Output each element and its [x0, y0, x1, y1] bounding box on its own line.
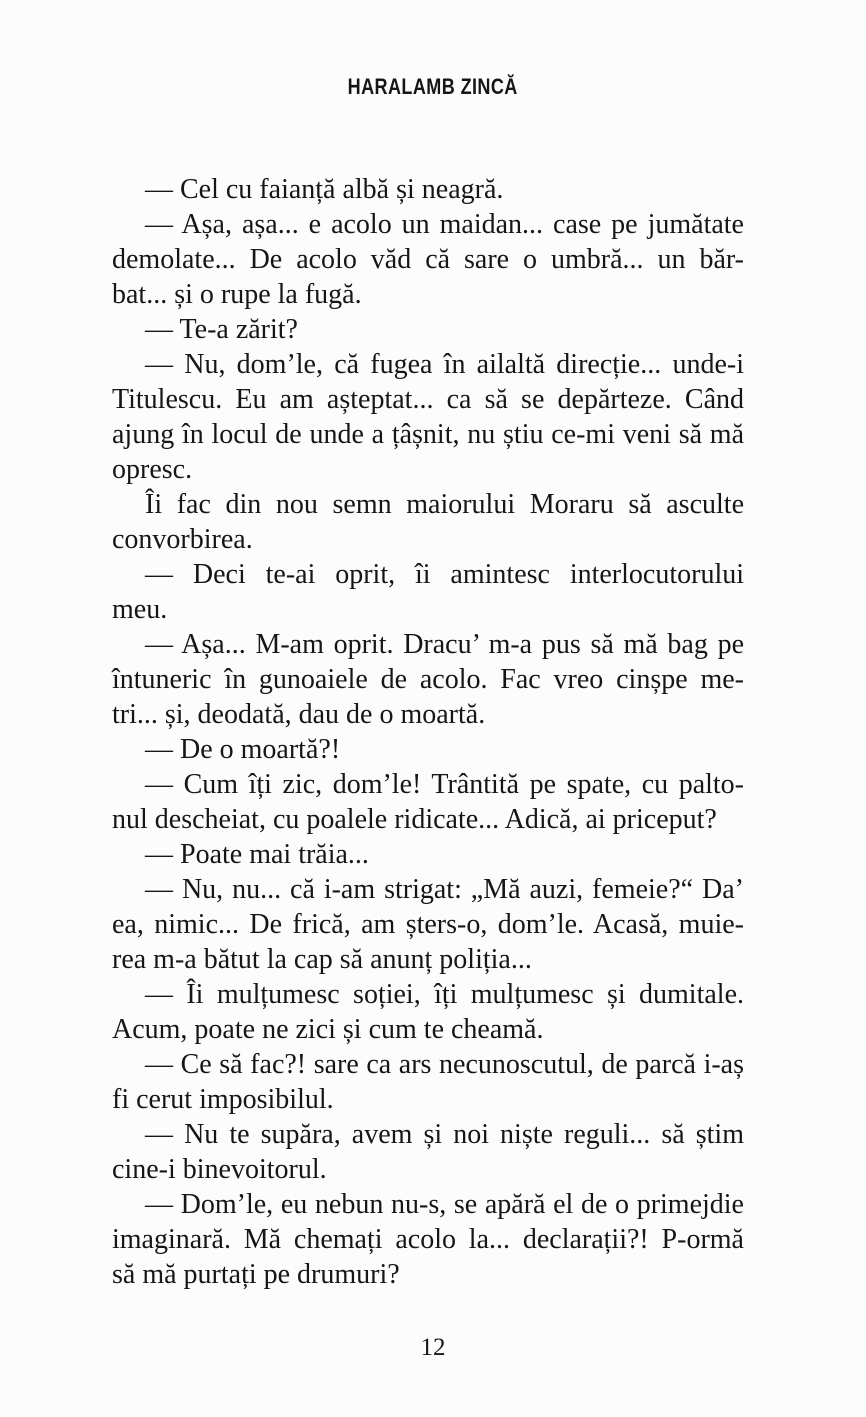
paragraph — [112, 1117, 744, 1187]
text-line: — Așa... M-am oprit. Dracu’ m-a pus să mă bag pe — [145, 629, 744, 660]
text-line: opresc. — [112, 454, 193, 485]
text-line: întuneric în gunoaiele de acolo. Fac vreo cinșpe me- — [112, 664, 744, 695]
paragraph — [112, 1187, 744, 1292]
text-line: — Nu, dom’le, că fugea în ailaltă direcție... unde-i — [145, 349, 744, 380]
paragraph — [112, 347, 744, 487]
text-line: — Cel cu faianță albă și neagră. — [145, 174, 504, 205]
paragraph — [112, 767, 744, 837]
text-line: — Nu, nu... că i-am strigat: „Mă auzi, femeie?“ Da’ — [145, 874, 744, 905]
text-line: — Nu te supăra, avem și noi niște reguli... să știm — [145, 1119, 744, 1150]
text-line: Titulescu. Eu am așteptat... ca să se depărteze. Când — [112, 384, 744, 415]
paragraph — [112, 837, 744, 872]
text-line: nul descheiat, cu poalele ridicate... Adică, ai priceput? — [112, 804, 717, 835]
paragraph — [112, 1047, 744, 1117]
text-line: rea m-a bătut la cap să anunț poliția... — [112, 944, 532, 975]
text-line: ea, nimic... De frică, am șters-o, dom’le. Acasă, muie- — [112, 909, 744, 940]
text-line: — Poate mai trăia... — [145, 839, 369, 870]
text-line: — Dom’le, eu nebun nu-s, se apără el de o primejdie — [145, 1189, 744, 1220]
text-line: tri... și, deodată, dau de o moartă. — [112, 699, 486, 730]
text-line: să mă purtați pe drumuri? — [112, 1259, 400, 1290]
paragraph — [112, 312, 744, 347]
paragraph — [112, 977, 744, 1047]
paragraph — [112, 732, 744, 767]
text-line: — Deci te-ai oprit, îi amintesc interlocutorului — [145, 559, 744, 590]
paragraph — [112, 872, 744, 977]
text-line: demolate... De acolo văd că sare o umbră... un băr- — [112, 244, 744, 275]
running-header-text: HARALAMB ZINCĂ — [347, 74, 519, 99]
text-line: — Așa, așa... e acolo un maidan... case pe jumătate — [145, 209, 744, 240]
text-line: — Te-a zărit? — [145, 314, 298, 345]
text-line: bat... și o rupe la fugă. — [112, 279, 362, 310]
text-line: meu. — [112, 594, 168, 625]
text-line: — Îi mulțumesc soției, îți mulțumesc și dumitale. — [145, 979, 744, 1010]
paragraph — [112, 487, 744, 557]
paragraph — [112, 557, 744, 627]
body-text — [112, 172, 744, 1292]
text-line: — Cum îți zic, dom’le! Trântită pe spate, cu palto- — [145, 769, 744, 800]
paragraph — [112, 207, 744, 312]
text-line: ajung în locul de unde a țâșnit, nu știu ce-mi veni să mă — [112, 419, 744, 450]
text-line: convorbirea. — [112, 524, 253, 555]
text-line: — Ce să fac?! sare ca ars necunoscutul, de parcă i-aș — [145, 1049, 744, 1080]
paragraph — [112, 627, 744, 732]
text-line: cine-i binevoitorul. — [112, 1154, 327, 1185]
page-number: 12 — [420, 1334, 446, 1361]
running-header — [0, 74, 866, 100]
text-line: imaginară. Mă chemați acolo la... declarații?! P-ormă — [112, 1224, 744, 1255]
paragraph — [112, 172, 744, 207]
text-line: fi cerut imposibilul. — [112, 1084, 334, 1115]
text-line: — De o moartă?! — [145, 734, 341, 765]
text-line: Îi fac din nou semn maiorului Moraru să asculte — [145, 489, 744, 520]
text-line: Acum, poate ne zici și cum te cheamă. — [112, 1014, 544, 1045]
